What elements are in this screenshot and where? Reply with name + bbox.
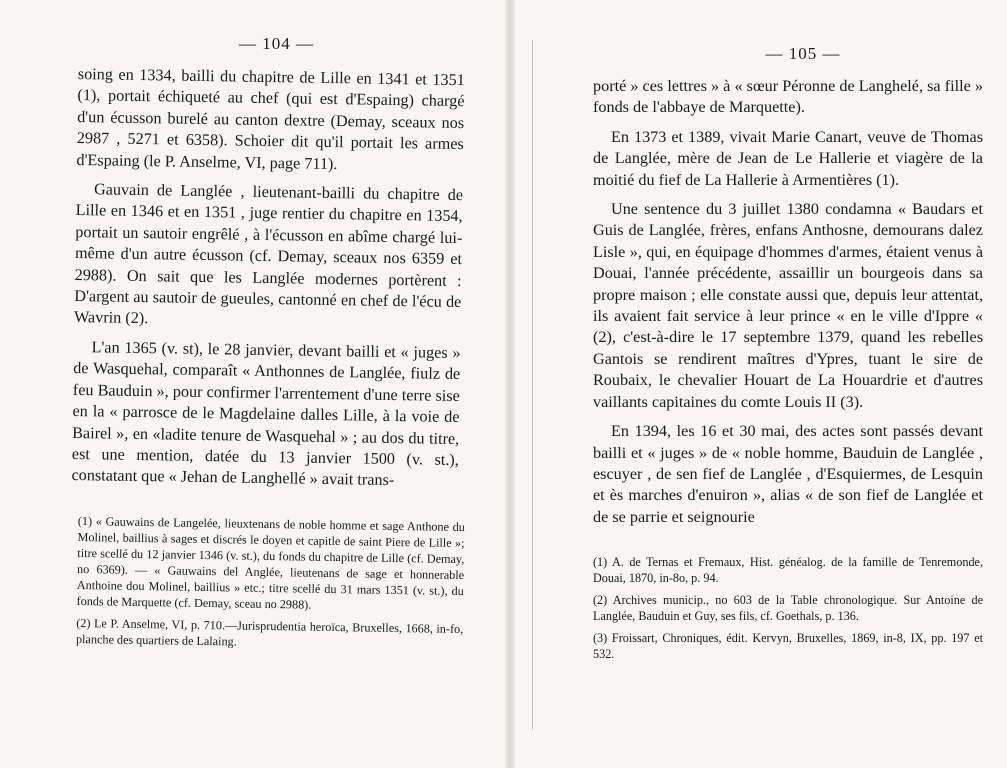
left-body-text [71, 64, 465, 493]
right-footnotes [593, 554, 983, 662]
paragraph: En 1373 et 1389, vivait Marie Canart, veuve de Thomas de Langlée, mère de Jean de Le Hallerie et viagère de la moitié du fief de La Hallerie à Armentières (1). [593, 127, 983, 189]
footnote: (1) A. de Ternas et Fremaux, Hist. généalog. de la famille de Tenremonde, Douai, 1870, in-8o, p. 94. [593, 555, 983, 586]
paragraph: L'an 1365 (v. st), le 28 janvier, devant bailli et « juges » de Wasquehal, comparaît « Anthonnes de Langlée, fiulz de feu Bauduin », pour confirmer l'arrentement d'une terre sise en la « parrosce de le Magdelaine dalles Lille, à la voie de Bairel », en «ladite tenure de Wasquehal » ; au dos du titre, est une mention, datée du 13 janvier 1500 (v. st.), constatant que « Jehan de Langhellé » avait trans- [71, 338, 461, 490]
left-footnotes [76, 513, 465, 653]
right-page [515, 0, 1007, 768]
book-gutter [505, 0, 515, 768]
footnote: (3) Froissart, Chroniques, édit. Kervyn, Bruxelles, 1869, in-8, IX, pp. 197 et 532. [593, 631, 983, 662]
paragraph: En 1394, les 16 et 30 mai, des actes sont passés devant bailli et « juges » de « noble homme, Bauduin de Langlée , escuyer , de sen fief de Langlée , d'Esquiermes, de Lesquin et ès marches d'enuiron », alias « de son fief de Langlée et de se parrie et seignourie [593, 422, 983, 526]
right-body-text [593, 76, 983, 528]
paragraph: soing en 1334, bailli du chapitre de Lille en 1341 et 1351 (1), portait échiqueté au chef (qui est d'Espaing) chargé d'un écusson burelé au canton dextre (Demay, sceaux nos 2987 , 5271 et 6358). Schoier dit qu'il portait les armes d'Espaing (le P. Anselme, VI, page 711). [76, 64, 465, 173]
footnote: (1) « Gauwains de Langelée, lieuxtenans de noble homme et sage Anthone du Molinel, baillius à sages et discrés le doyen et capitle de saint Piere de Lille »; titre scellé du 12 janvier 1346 (v. st.), du fonds du chapitre de Lille (cf. Demay, no 6369). — « Gauwains del Anglée, lieutenans de sage et honnerable Anthoine dou Molinel, baillius » etc.; titre scellé du 31 mars 1351 (v. st.), du fonds de Marquette (cf. Demay, sceau no 2988). [76, 513, 465, 612]
paragraph: Gauvain de Langlée , lieutenant-bailli du chapitre de Lille en 1346 et en 1351 , juge rentier du chapitre en 1354, portait un sautoir engrêlé , à l'écusson en abîme chargé lui-même d'un autre écusson (cf. Demay, sceaux nos 6359 et 2988). On sait que les Langlée modernes portèrent : D'argent au sautoir de gueules, cantonné en chef de l'écu de Wavrin (2). [73, 180, 464, 328]
page-number-104: — 104 — [239, 34, 314, 53]
footnote: (2) Archives municip., no 603 de la Table chronologique. Sur Antoine de Langlée, Bauduin et Guy, ses fils, cf. Goethals, p. 136. [593, 593, 983, 624]
footnote: (2) Le P. Anselme, VI, p. 710.—Jurisprudentia heroïca, Bruxelles, 1668, in-fo, planche des quartiers de Lalaing. [75, 615, 464, 649]
paragraph: porté » ces lettres » à « sœur Péronne de Langhelé, sa fille » fonds de l'abbaye de Marquette). [593, 77, 983, 117]
paragraph: Une sentence du 3 juillet 1380 condamna « Baudars et Guis de Langlée, frères, enfans Anthosne, demourans dalez Lisle », qui, en équipage d'hommes d'armes, étaient venus à Douai, l'année précédente, assaillir un bourgeois dans sa propre maison ; elle constate aussi que, depuis leur attentat, ils avaient fait service à leur prince « en le ville d'Ippre « (2), c'est-à-dire le 17 septembre 1379, quand les rebelles Gantois se rendirent maîtres d'Ypres, tuant le sire de Roubaix, le chevalier Houart de La Houardrie et d'autres vaillants capitaines du comte Louis II (3). [593, 200, 983, 411]
page-number-105: — 105 — [765, 44, 841, 63]
